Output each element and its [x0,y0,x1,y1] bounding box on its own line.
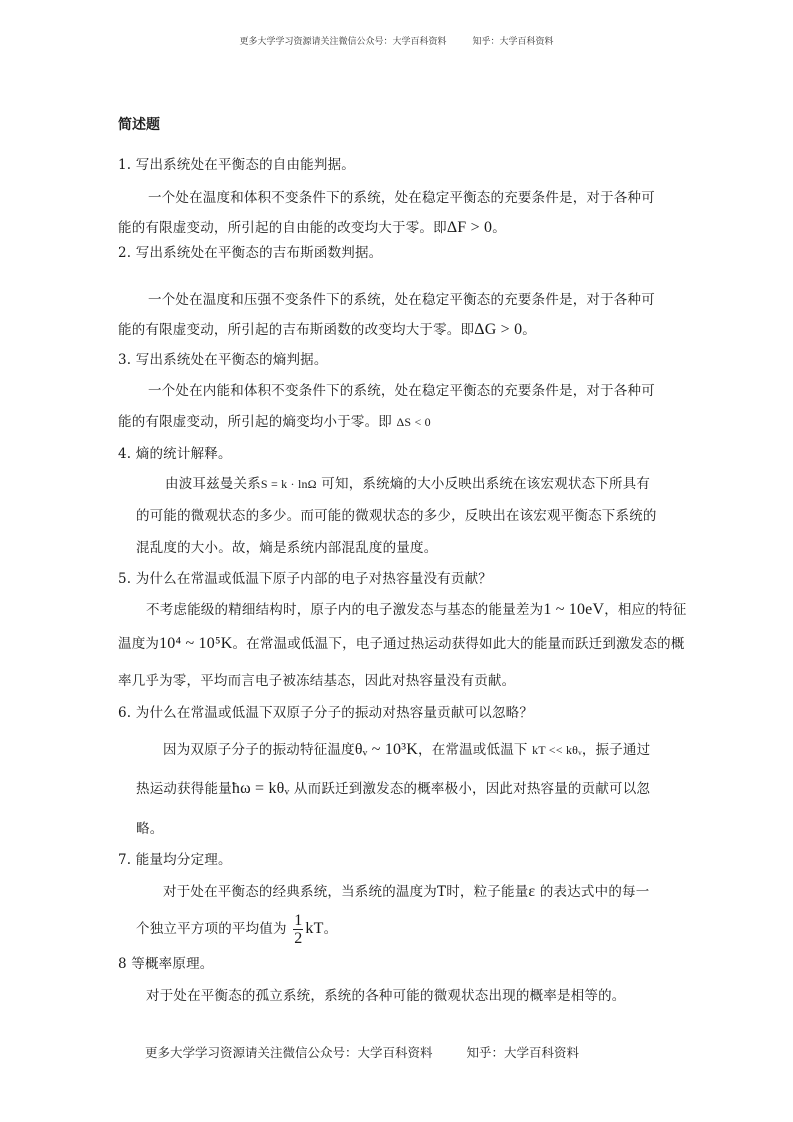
text-run: 对于处在平衡态的孤立系统，系统的各种可能的微观状态出现的概率是相等的。 [146,988,626,1004]
math-expression: S = k · lnΩ [260,477,317,491]
text-run: 7. 能量均分定理。 [118,852,232,868]
answer-line [118,669,515,689]
text-run: 5. 为什么在常温或低温下原子内部的电子对热容量没有贡献？ [118,571,492,587]
text-run: 3. 写出系统处在平衡态的熵判据。 [118,352,328,368]
text-run: ，相应的特征 [604,602,687,618]
text-run: 。 [522,322,536,338]
footer-zhihu: 知乎：大学百科资料 [466,1045,580,1060]
math-expression: ΔF > 0 [446,219,493,236]
math-expression: 1 ~ 10eV [543,601,605,618]
math-expression: ΔG > 0 [474,321,523,338]
text-run: 不考虑能级的精细结构时，原子内的电子激发态与基态的能量差为 [146,602,544,618]
text-run: 一个处在温度和压强不变条件下的系统，处在稳定平衡态的充要条件是，对于各种可 [148,292,655,308]
text-run: 6. 为什么在常温或低温下双原子分子的振动对热容量贡献可以忽略？ [118,705,534,721]
answer-line [165,472,650,492]
text-run: 的可能的微观状态的多少。而可能的微观状态的多少，反映出在该宏观平衡态下系统的 [136,508,657,524]
answer-line [136,777,650,798]
answer-line [136,536,437,556]
answer-line [136,912,337,947]
text-run: 。在常温或低温下，电子通过热运动获得如此大的能量而跃迁到激发态的概 [232,636,685,652]
answer-line [136,504,657,524]
answer-line [163,738,650,759]
text-run: 4. 熵的统计解释。 [118,446,232,462]
text-run: 混乱度的大小。故，熵是系统内部混乱度的量度。 [136,540,438,556]
question-heading [118,701,533,721]
text-run: 1. 写出系统处在平衡态的自由能判据。 [118,157,355,173]
text-run: 8 等概率原理。 [118,956,214,972]
answer-line [146,598,686,619]
math-expression: θᵥ ~ 10³K [354,741,418,758]
answer-line [136,817,163,837]
text-run: 率几乎为零，平均而言电子被冻结基态，因此对热容量没有贡献。 [118,673,516,689]
text-run: 对于处在平衡态的经典系统，当系统的温度为T时，粒子能量 [163,884,529,900]
denominator: 2 [294,930,303,947]
question-heading [118,442,232,462]
text-run: 一个处在温度和体积不变条件下的系统，处在稳定平衡态的充要条件是，对于各种可 [148,190,655,206]
text-run: 因为双原子分子的振动特征温度 [163,742,355,758]
question-heading [118,567,492,587]
text-run: 。 [323,921,338,937]
text-run: 能的有限虚变动，所引起的吉布斯函数的改变均大于零。即 [118,322,475,338]
math-expression: 10⁴ ~ 10⁵K [159,635,233,652]
text-run: 可知，系统熵的大小反映出系统在该宏观状态下所具有 [316,476,651,492]
page-footer [145,1043,579,1061]
text-run: 能的有限虚变动，所引起的熵变均小于零。即 [118,414,397,430]
text-run: 温度为 [118,636,160,652]
math-expression: ε [528,883,536,900]
answer-line [118,318,536,339]
section-title: 简述题 [118,117,160,133]
question-heading [118,952,213,972]
math-expression: ħω = kθᵥ [231,780,290,797]
text-run: 由波耳兹曼关系 [165,476,261,492]
text-run: ，振子通过 [581,742,651,758]
text-run: 。 [492,220,506,236]
question-heading [118,153,355,173]
math-expression: kT [305,920,324,937]
header-wechat: 更多大学学习资源请关注微信公众号：大学百科资料 [239,37,447,47]
question-heading [118,348,328,368]
math-expression: kT << kθᵥ [532,743,582,757]
answer-line [118,410,431,430]
text-run: 热运动获得能量 [136,781,232,797]
text-run: 能的有限虚变动，所引起的自由能的改变均大于零。即 [118,220,447,236]
page-header [0,34,793,47]
text-run: ，在常温或低温下 [418,742,533,758]
answer-line [146,984,626,1004]
answer-line [148,379,655,399]
text-run: 个独立平方项的平均值为 [136,921,292,937]
answer-line [118,216,506,237]
question-heading [118,241,382,261]
text-run: 从而跃迁到激发态的概率极小，因此对热容量的贡献可以忽 [289,781,651,797]
text-run: 2. 写出系统处在平衡态的吉布斯函数判据。 [118,245,383,261]
numerator: 1 [294,912,303,929]
text-run: 略。 [136,821,164,837]
header-zhihu: 知乎：大学百科资料 [472,37,554,47]
math-expression: ΔS < 0 [396,415,431,429]
fraction [293,912,303,947]
question-heading [118,848,232,868]
answer-line [118,632,685,653]
answer-line [163,880,649,901]
text-run: 一个处在内能和体积不变条件下的系统，处在稳定平衡态的充要条件是，对于各种可 [148,383,655,399]
answer-line [148,288,655,308]
answer-line [148,186,655,206]
text-run: 的表达式中的每一 [535,884,650,900]
footer-wechat: 更多大学学习资源请关注微信公众号：大学百科资料 [145,1045,433,1060]
